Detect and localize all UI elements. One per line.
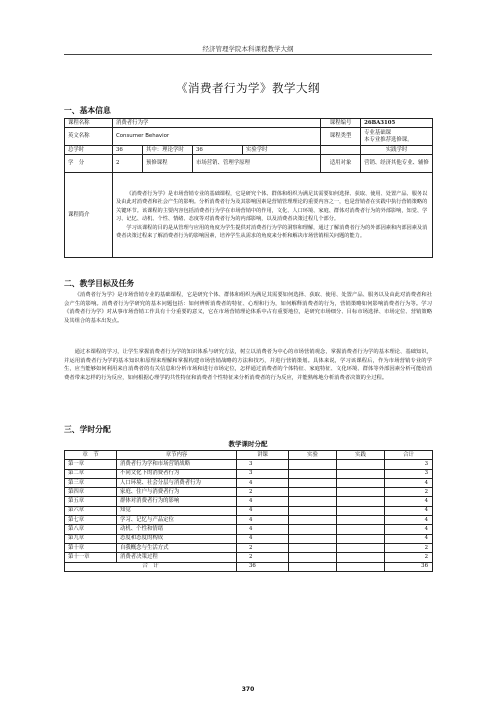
hours-table-body (65, 460, 433, 562)
header-content: 章节内容 (117, 451, 237, 460)
course-type-line1: 专业基础课 (364, 129, 392, 136)
course-intro-paragraph-2: 学习该课程的目的是从管理与应用的角度为学生提供对消费者行为学的洞察和理解，通过了解消费者行为的外部因素和内部因素及消费者决策过程来了解消费者行为的影响因素，培养学生从需求的角度来分析和解决市场营销相关问题的能力。 (116, 224, 428, 239)
section-heading-objectives: 二、教学目标及任务 (64, 279, 135, 288)
lab-hours-value (321, 146, 361, 155)
cell-lecture: 2 (237, 488, 289, 497)
basic-info-table (64, 118, 433, 258)
cell-total: 2 (385, 488, 433, 497)
cell-practice (337, 478, 385, 487)
theory-hours-value: 36 (193, 146, 243, 155)
cell-practice (337, 497, 385, 506)
cell-content: 群体对消费者行为的影响 (117, 497, 237, 506)
course-name-value: 消费者行为学 (113, 119, 321, 128)
cell-content: 不同文化下的消费者行为 (117, 469, 237, 478)
cell-practice (337, 525, 385, 534)
cell-chapter: 第八章 (65, 525, 117, 534)
cell-total: 4 (385, 497, 433, 506)
cell-lab (289, 525, 337, 534)
hours-allocation-table (64, 450, 433, 572)
cell-total: 4 (385, 516, 433, 525)
cell-lab (289, 553, 337, 562)
cell-total: 4 (385, 506, 433, 515)
cell-content: 人口环境、社会分层与消费者行为 (117, 478, 237, 487)
objectives-paragraph-1: 《消费者行为学》是市场营销专业的基础课程，它是研究个体、群体和组织为满足其需要如何选择、获取、使用、处置产品、服务以及由此对消费者和社会产生的影响。消费者行为学研究的基本问题包括：如何辨析消费者的特征、心理和行为，如何解释消费者的行为，营销策略如何影响消费者行为等。学习《消费者行为学》对从事市场营销工作具有十分重要的意义，它在市场营销理论体系中占有重要地位，是研究市场细分、目标市场选择、市场定位、营销策略及其组合的基本出发点。 (64, 292, 432, 324)
cell-lab (289, 488, 337, 497)
cell-lecture: 4 (237, 534, 289, 543)
cell-lab (289, 543, 337, 552)
cell-chapter: 第四章 (65, 488, 117, 497)
cell-lecture: 4 (237, 506, 289, 515)
header-lecture: 讲课 (237, 451, 289, 460)
summary-lab (289, 562, 337, 571)
cell-lab (289, 516, 337, 525)
cell-practice (337, 543, 385, 552)
table-row (65, 525, 433, 534)
running-header: 经济管理学院本科课程教学大纲 (202, 45, 294, 53)
cell-lab (289, 469, 337, 478)
summary-practice (337, 562, 385, 571)
hours-table-summary-row (65, 562, 433, 571)
table-row (65, 534, 433, 543)
cell-content: 态度和态度的构成 (117, 534, 237, 543)
label-english-name: 英文名称 (65, 128, 113, 146)
cell-total: 2 (385, 543, 433, 552)
cell-chapter: 第五章 (65, 497, 117, 506)
credits-value: 2 (113, 155, 143, 173)
label-course-type: 课程类型 (321, 128, 361, 146)
section-heading-basic-info: 一、基本信息 (64, 106, 111, 115)
table-row (65, 506, 433, 515)
cell-chapter: 第九章 (65, 534, 117, 543)
header-rule (64, 54, 432, 55)
cell-content: 学习、记忆与产品定位 (117, 516, 237, 525)
cell-total: 4 (385, 525, 433, 534)
cell-lecture: 4 (237, 478, 289, 487)
label-course-name: 课程名称 (65, 119, 113, 128)
cell-chapter: 第十一章 (65, 553, 117, 562)
course-code-value: 26BA3105 (361, 119, 433, 128)
cell-content: 消费者决策过程 (117, 553, 237, 562)
cell-lab (289, 506, 337, 515)
label-course-code: 课程编号 (321, 119, 361, 128)
cell-lab (289, 460, 337, 469)
label-theory-hours: 其中：理论学时 (143, 146, 193, 155)
course-type-value (361, 128, 433, 146)
cell-practice (337, 460, 385, 469)
total-hours-value: 36 (113, 146, 143, 155)
cell-lecture: 2 (237, 543, 289, 552)
table-row (65, 497, 433, 506)
cell-total: 4 (385, 534, 433, 543)
header-total: 合计 (385, 451, 433, 460)
cell-chapter: 第一章 (65, 460, 117, 469)
english-name-value: Consumer Behavior (113, 128, 321, 146)
label-practice-hours: 实践学时 (361, 146, 433, 155)
course-intro-value (113, 173, 433, 258)
cell-content: 动机、个性和情绪 (117, 525, 237, 534)
cell-lecture: 3 (237, 460, 289, 469)
hours-table-caption: 教学课时分配 (228, 440, 268, 448)
cell-total: 3 (385, 469, 433, 478)
cell-lecture: 2 (237, 553, 289, 562)
cell-lecture: 3 (237, 469, 289, 478)
summary-lecture: 36 (237, 562, 289, 571)
course-intro-paragraph-1: 《消费者行为学》是市场营销专业的基础课程，它是研究个体、群体和组织为满足其需要如何选择、获取、使用、处置产品、服务以及由此对消费者和社会产生的影响。分析消费者行为及其影响因素是营销管理理论的重要内容之一，也是营销者在实践中执行营销策略的关键环节。该课程的主要内容包括消费者行为学在市场营销中的作用，文化、人口环境、家庭、群体对消费者行为的外部影响，知觉、学习、记忆、动机、个性、情绪、态度等对消费者行为的内部影响，以及消费者决策过程几个部分。 (116, 190, 428, 222)
cell-lab (289, 478, 337, 487)
header-practice: 实践 (337, 451, 385, 460)
section-heading-hours: 三、学时分配 (64, 425, 111, 434)
label-total-hours: 总学时 (65, 146, 113, 155)
cell-chapter: 第七章 (65, 516, 117, 525)
cell-total: 2 (385, 553, 433, 562)
page-number: 370 (241, 686, 255, 693)
label-course-intro: 课程简介 (65, 173, 113, 258)
course-type-line2: 本专业推荐选修课。 (364, 136, 413, 143)
label-target-students: 适用对象 (321, 155, 361, 173)
cell-content: 自我概念与生活方式 (117, 543, 237, 552)
table-row (65, 553, 433, 562)
table-row (65, 469, 433, 478)
cell-practice (337, 506, 385, 515)
cell-chapter: 第六章 (65, 506, 117, 515)
cell-practice (337, 469, 385, 478)
cell-practice (337, 488, 385, 497)
cell-practice (337, 553, 385, 562)
table-row (65, 488, 433, 497)
hours-table-header-row (65, 451, 433, 460)
objectives-paragraph-2: 通过本课程的学习，让学生掌握消费者行为学的知识体系与研究方法，树立以消费者为中心的市场营销观念，掌握消费者行为学的基本理论、基础知识，并运用消费者行为学的基本知识和原理来理解和掌握构建市场营销战略的方法和技巧，并进行营销策划。具体来说，学习该课程后，作为市场营销专业的学生，应当能够如何利用来自消费者的有关信息和分析市场和进行市场定位，怎样通过消费者的个体特征、家庭特征、文化环境、群体等外部因素分析可能给消费者带来怎样的行为反应，如何根据心理学的共性特征和消费者个性特征来分析消费者的行为反应，并能熟练地分析消费者决策的全过程。 (64, 349, 432, 381)
cell-chapter: 第十章 (65, 543, 117, 552)
cell-total: 3 (385, 460, 433, 469)
label-prerequisites: 预修课程 (143, 155, 193, 173)
prerequisites-value: 市场营销、管理学原理 (193, 155, 321, 173)
cell-content: 家庭、住户与消费者行为 (117, 488, 237, 497)
target-students-value: 营销、经济其他专业、辅修 (361, 155, 433, 173)
table-row (65, 543, 433, 552)
label-credits: 学 分 (65, 155, 113, 173)
document-title: 《消费者行为学》教学大纲 (176, 81, 320, 95)
cell-practice (337, 534, 385, 543)
table-row (65, 478, 433, 487)
cell-total: 4 (385, 478, 433, 487)
header-chapter: 章 节 (65, 451, 117, 460)
cell-lab (289, 534, 337, 543)
table-row (65, 516, 433, 525)
cell-practice (337, 516, 385, 525)
cell-chapter: 第三章 (65, 478, 117, 487)
table-row (65, 460, 433, 469)
summary-label: 合 计 (65, 562, 237, 571)
cell-content: 消费者行为学和市场营销战略 (117, 460, 237, 469)
cell-lecture: 4 (237, 525, 289, 534)
cell-chapter: 第二章 (65, 469, 117, 478)
cell-lab (289, 497, 337, 506)
header-lab: 实验 (289, 451, 337, 460)
cell-lecture: 4 (237, 516, 289, 525)
cell-lecture: 4 (237, 497, 289, 506)
label-lab-hours: 实验学时 (243, 146, 321, 155)
summary-total: 36 (385, 562, 433, 571)
cell-content: 知觉 (117, 506, 237, 515)
